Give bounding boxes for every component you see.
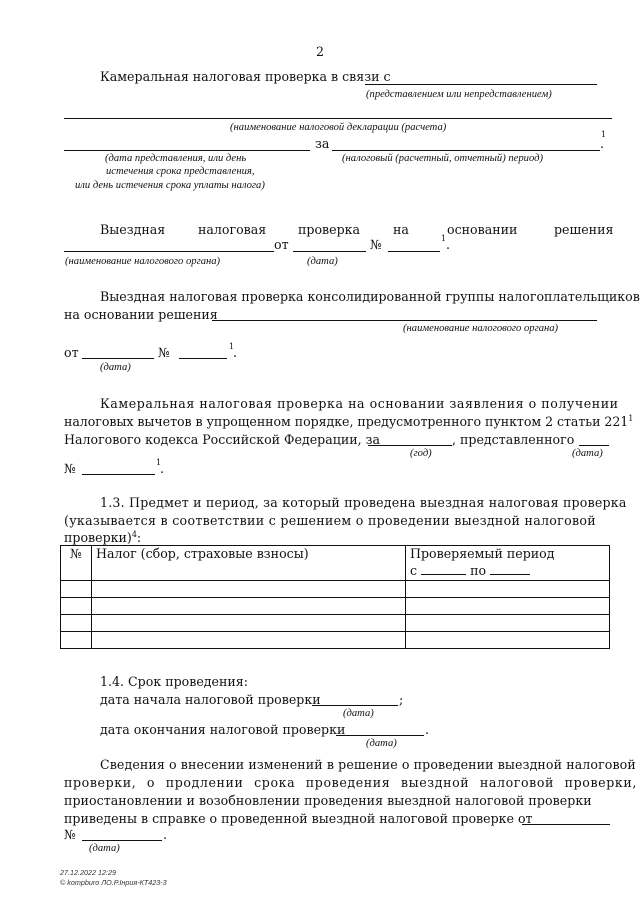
tax-period-table — [60, 545, 610, 649]
sec2-organ-blank[interactable] — [64, 251, 274, 252]
sec3-sub2: (дата) — [100, 362, 131, 373]
sec5-line2: (указывается в соответствии с решением о проведении выездной налоговой — [64, 513, 596, 528]
table-row[interactable] — [61, 615, 610, 632]
sec7-date-blank[interactable] — [522, 824, 610, 825]
sec6-end-blank[interactable] — [336, 735, 424, 736]
sec3-date-blank[interactable] — [82, 358, 154, 359]
sec4-line1: Камеральная налоговая проверка на основании заявления о получении — [100, 396, 619, 411]
sec6-start-end: ; — [399, 692, 404, 707]
sec3-sup: 1 — [229, 342, 235, 351]
sec2-sub2: (дата) — [307, 256, 338, 267]
sec2-word-1: Выездная — [100, 222, 166, 237]
sec1-sub3c: или день истечения срока уплаты налога) — [75, 180, 265, 191]
col-tax-header: Налог (сбор, страховые взносы) — [92, 546, 406, 581]
sec1-line1: Камеральная налоговая проверка в связи с — [100, 69, 391, 84]
sec4-dot: . — [160, 461, 165, 476]
col-number-header: № — [61, 546, 92, 581]
sec1-za: за — [315, 136, 330, 151]
sec3-number-blank[interactable] — [179, 358, 227, 359]
sec6-end: дата окончания налоговой проверки — [100, 722, 346, 737]
sec3-no: № — [158, 345, 170, 360]
sec4-line3a: Налогового кодекса Российской Федерации, за — [64, 432, 381, 447]
table-row[interactable] — [61, 581, 610, 598]
sec3-ot: от — [64, 345, 79, 360]
sec1-sub3a: (дата представления, или день — [105, 153, 247, 164]
sec1-decl-blank[interactable] — [64, 118, 612, 119]
sec7-number-blank[interactable] — [82, 840, 162, 841]
sec4-sup: 1 — [156, 458, 162, 467]
sec4-year-blank[interactable] — [368, 445, 452, 446]
sec1-sub2: (наименование налоговой декларации (расчета) — [230, 122, 447, 133]
table-row[interactable] — [61, 598, 610, 615]
sec6-start-blank[interactable] — [312, 705, 398, 706]
sec1-sub3b: истечения срока представления, — [106, 166, 255, 177]
table-row[interactable] — [61, 632, 610, 649]
sec2-word-3: проверка — [298, 222, 361, 237]
sec2-sub1: (наименование налогового органа) — [65, 256, 221, 267]
sec2-word-2: налоговая — [198, 222, 267, 237]
sec2-date-blank[interactable] — [293, 251, 366, 252]
sec2-sup: 1 — [441, 234, 447, 243]
col-period-header: Проверяемый период с по — [406, 546, 610, 581]
sec7-sub1: (дата) — [89, 843, 120, 854]
sec2-dot: . — [446, 237, 451, 252]
sec4-line3b: , представленного — [452, 432, 575, 447]
sec1-sup: 1 — [601, 130, 607, 139]
sec4-line2: налоговых вычетов в упрощенном порядке, предусмотренного пунктом 2 статьи $221^1$ — [64, 413, 634, 429]
sec4-sub2: (дата) — [572, 448, 603, 459]
sec7-line1: Сведения о внесении изменений в решение о проведении выездной налоговой — [100, 757, 636, 772]
sec5-line1: 1.3. Предмет и период, за который проведена выездная налоговая проверка — [100, 495, 627, 510]
sec1-date-blank[interactable] — [64, 150, 310, 151]
sec4-date-blank[interactable] — [579, 445, 609, 446]
sec1-period-blank[interactable] — [332, 150, 600, 151]
sec6-end-end: . — [425, 722, 430, 737]
sec2-ot: от — [274, 237, 289, 252]
footer-source: © kompburo ЛО.Р.Iнрия-КТ423-3 — [60, 878, 167, 887]
sec6-sub1: (дата) — [343, 708, 374, 719]
sec7-dot: . — [163, 827, 168, 842]
sec3-dot: . — [233, 345, 238, 360]
footer-stamp — [60, 868, 167, 888]
sec3-line2: на основании решения — [64, 307, 218, 322]
sec5-line3: проверки)$^4$: — [64, 529, 142, 545]
sec7-no: № — [64, 827, 76, 842]
sec2-number-blank[interactable] — [388, 251, 440, 252]
sec2-word-4: на — [393, 222, 409, 237]
sec4-no: № — [64, 461, 76, 476]
sec2-no: № — [370, 237, 382, 252]
page-number: 2 — [315, 44, 324, 59]
sec6-sub2: (дата) — [366, 738, 397, 749]
sec3-line1: Выездная налоговая проверка консолидированной группы налогоплательщиков — [100, 289, 640, 304]
sec2-word-6: решения — [554, 222, 614, 237]
sec6-title: 1.4. Срок проведения: — [100, 674, 248, 689]
footer-timestamp: 27.12.2022 12:29 — [60, 868, 116, 877]
sec2-word-5: основании — [447, 222, 518, 237]
sec6-start: дата начала налоговой проверки — [100, 692, 321, 707]
sec1-sub4: (налоговый (расчетный, отчетный) период) — [342, 153, 544, 164]
sec7-line4: приведены в справке о проведенной выездной налоговой проверке от — [64, 811, 533, 826]
sec7-line2: проверки, о продлении срока проведения выездной налоговой проверки, — [64, 775, 637, 790]
sec1-sub1: (представлением или непредставлением) — [366, 89, 552, 100]
sec1-line1-blank[interactable] — [365, 84, 597, 85]
table-header-row — [61, 546, 610, 581]
sec1-dot: . — [600, 136, 605, 151]
sec7-line3: приостановлении и возобновлении проведения выездной налоговой проверки — [64, 793, 592, 808]
sec3-organ-blank[interactable] — [212, 320, 597, 321]
sec3-sub1: (наименование налогового органа) — [403, 323, 559, 334]
sec4-number-blank[interactable] — [82, 474, 155, 475]
sec4-sub1: (год) — [410, 448, 432, 459]
